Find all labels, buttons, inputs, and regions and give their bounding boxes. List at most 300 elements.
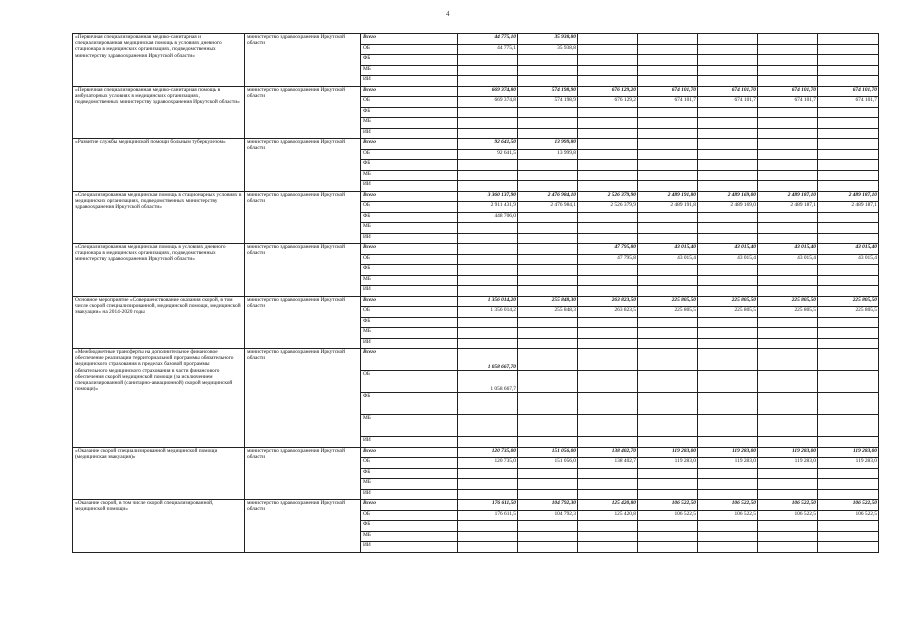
funding-source-cell: ОБ	[361, 44, 458, 55]
amount-cell	[638, 139, 698, 150]
amount-cell	[458, 531, 518, 542]
table-row-total	[73, 447, 879, 458]
amount-cell	[518, 181, 578, 192]
amount-cell: 255 848,30	[518, 296, 578, 307]
amount-cell	[758, 34, 818, 45]
amount-cell	[518, 275, 578, 286]
amount-cell	[698, 371, 758, 393]
amount-cell	[698, 338, 758, 349]
amount-cell: 138 402,70	[578, 447, 638, 458]
measure-name-cell: «Оказание скорой, в том числе скорой специализированной, медицинской помощи»	[73, 500, 245, 553]
amount-cell	[698, 139, 758, 150]
funding-source-cell: ОБ	[361, 202, 458, 213]
amount-cell: 138 402,7	[578, 458, 638, 469]
amount-cell	[578, 349, 638, 371]
amount-cell: 255 848,3	[518, 307, 578, 318]
amount-cell: 2 489 169,0	[698, 202, 758, 213]
amount-cell	[518, 468, 578, 479]
amount-cell: 106 522,5	[698, 510, 758, 521]
amount-cell: 35 938,8	[518, 44, 578, 55]
executor-cell: министерство здравоохранения Иркутской области	[245, 296, 361, 349]
amount-cell	[578, 34, 638, 45]
amount-cell	[578, 275, 638, 286]
amount-cell: 574 198,90	[518, 86, 578, 97]
amount-cell: 676 129,20	[578, 86, 638, 97]
amount-cell	[458, 107, 518, 118]
amount-cell	[758, 437, 818, 448]
amount-cell	[638, 44, 698, 55]
amount-cell	[458, 437, 518, 448]
measure-name-cell: «Межбюджетные трансферты на дополнительное финансовое обеспечение реализации территориальной программы обязательного медицинского страхования в пределах базовой программы обязательного медицинского страхования в части финансового обеспечения скорой медицинской помощи (за исключением специализированной (санитарно-авиационной) скорой медицинской помощи)»	[73, 349, 245, 448]
amount-cell	[818, 317, 879, 328]
amount-cell	[698, 265, 758, 276]
amount-cell: 1 058 667,7	[458, 371, 518, 393]
amount-cell: 47 795,80	[578, 244, 638, 255]
amount-cell: 151 056,0	[518, 458, 578, 469]
amount-cell: 106 522,5	[638, 510, 698, 521]
amount-cell: 2 489 187,1	[818, 202, 879, 213]
amount-cell	[698, 34, 758, 45]
amount-cell	[518, 65, 578, 76]
amount-cell: 119 283,0	[758, 458, 818, 469]
amount-cell	[698, 118, 758, 129]
amount-cell	[698, 393, 758, 415]
funding-source-cell: ОБ	[361, 149, 458, 160]
amount-cell	[758, 393, 818, 415]
funding-source-cell: МБ	[361, 223, 458, 234]
amount-cell: 2 476 984,1	[518, 202, 578, 213]
amount-cell	[578, 317, 638, 328]
funding-source-cell: ИИ	[361, 128, 458, 139]
amount-cell	[698, 55, 758, 66]
amount-cell	[638, 479, 698, 490]
amount-cell	[638, 317, 698, 328]
funding-source-cell: Всего	[361, 191, 458, 202]
amount-cell	[818, 328, 879, 339]
amount-cell	[578, 338, 638, 349]
amount-cell	[458, 479, 518, 490]
funding-source-cell: ФБ	[361, 160, 458, 171]
amount-cell	[518, 437, 578, 448]
amount-cell: 225 805,50	[638, 296, 698, 307]
funding-source-cell: Всего	[361, 500, 458, 511]
amount-cell	[518, 76, 578, 87]
amount-cell	[578, 55, 638, 66]
amount-cell: 1 356 014,2	[458, 307, 518, 318]
amount-cell: 119 283,0	[818, 458, 879, 469]
amount-cell	[578, 181, 638, 192]
amount-cell: 119 283,0	[698, 458, 758, 469]
amount-cell	[818, 76, 879, 87]
amount-cell	[458, 328, 518, 339]
funding-source-cell: Всего	[361, 296, 458, 307]
amount-cell	[698, 107, 758, 118]
executor-cell: министерство здравоохранения Иркутской области	[245, 500, 361, 553]
amount-cell	[698, 44, 758, 55]
amount-cell	[638, 338, 698, 349]
amount-cell	[698, 468, 758, 479]
amount-cell	[458, 275, 518, 286]
amount-cell	[638, 349, 698, 371]
funding-source-cell: ОБ	[361, 97, 458, 108]
amount-cell: 225 805,50	[818, 296, 879, 307]
amount-cell	[518, 349, 578, 371]
amount-cell: 669 374,8	[458, 97, 518, 108]
amount-cell	[578, 160, 638, 171]
amount-cell	[818, 437, 879, 448]
measure-name-cell: «Оказание скорой специализированной медицинской помощи (медицинская эвакуация)»	[73, 447, 245, 500]
funding-source-cell: Всего	[361, 34, 458, 45]
amount-cell	[638, 275, 698, 286]
amount-cell: 43 015,40	[698, 244, 758, 255]
funding-source-cell: МБ	[361, 170, 458, 181]
amount-cell	[758, 76, 818, 87]
table-row-total	[73, 349, 879, 371]
measure-name-cell: «Развитие службы медицинской помощи больным туберкулезом»	[73, 139, 245, 192]
amount-cell	[818, 349, 879, 371]
amount-cell	[578, 468, 638, 479]
amount-cell	[758, 170, 818, 181]
amount-cell: 2 911 431,9	[458, 202, 518, 213]
amount-cell	[638, 437, 698, 448]
amount-cell	[458, 244, 518, 255]
amount-cell	[518, 233, 578, 244]
amount-cell	[578, 265, 638, 276]
amount-cell: 119 283,00	[698, 447, 758, 458]
amount-cell: 92 641,50	[458, 139, 518, 150]
funding-source-cell: ФБ	[361, 521, 458, 532]
amount-cell	[458, 223, 518, 234]
amount-cell: 43 015,40	[758, 244, 818, 255]
funding-source-cell: МБ	[361, 65, 458, 76]
executor-cell: министерство здравоохранения Иркутской области	[245, 34, 361, 87]
amount-cell	[458, 160, 518, 171]
funding-source-cell: МБ	[361, 118, 458, 129]
amount-cell	[818, 468, 879, 479]
table-row-total	[73, 191, 879, 202]
amount-cell	[458, 468, 518, 479]
amount-cell	[638, 170, 698, 181]
measure-name-cell: «Специализированная медицинская помощь в стационарных условиях в медицинских организациях, подведомственных министерству здравоохранения Иркутской области»	[73, 191, 245, 244]
amount-cell	[638, 468, 698, 479]
amount-cell	[638, 149, 698, 160]
amount-cell	[698, 317, 758, 328]
amount-cell: 225 805,5	[698, 307, 758, 318]
amount-cell	[818, 44, 879, 55]
executor-cell: министерство здравоохранения Иркутской области	[245, 349, 361, 448]
amount-cell: 176 611,50	[458, 500, 518, 511]
funding-source-cell: ИИ	[361, 542, 458, 553]
amount-cell	[638, 371, 698, 393]
amount-cell	[758, 338, 818, 349]
amount-cell	[638, 531, 698, 542]
amount-cell	[578, 65, 638, 76]
amount-cell	[638, 128, 698, 139]
amount-cell	[758, 479, 818, 490]
amount-cell	[518, 107, 578, 118]
amount-cell	[758, 149, 818, 160]
amount-cell	[758, 233, 818, 244]
amount-cell: 2 489 187,10	[758, 191, 818, 202]
amount-cell: 674 101,70	[698, 86, 758, 97]
amount-cell	[578, 212, 638, 223]
funding-source-cell: ИИ	[361, 233, 458, 244]
amount-cell	[578, 149, 638, 160]
amount-cell	[578, 489, 638, 500]
amount-cell: 3 360 137,90	[458, 191, 518, 202]
amount-cell	[698, 181, 758, 192]
amount-cell	[818, 275, 879, 286]
executor-cell: министерство здравоохранения Иркутской области	[245, 191, 361, 244]
amount-cell: 674 101,70	[638, 86, 698, 97]
amount-cell	[818, 286, 879, 297]
amount-cell	[458, 393, 518, 415]
amount-cell	[518, 254, 578, 265]
amount-cell: 674 101,7	[698, 97, 758, 108]
amount-cell	[638, 521, 698, 532]
amount-cell: 125 420,8	[578, 510, 638, 521]
amount-cell	[758, 65, 818, 76]
amount-cell	[818, 65, 879, 76]
amount-cell	[518, 479, 578, 490]
amount-cell: 43 015,4	[818, 254, 879, 265]
amount-cell: 225 805,5	[638, 307, 698, 318]
amount-cell: 1 058 667,70	[458, 349, 518, 371]
amount-cell: 106 522,5	[818, 510, 879, 521]
amount-cell	[518, 118, 578, 129]
budget-table	[72, 33, 879, 553]
amount-cell	[758, 181, 818, 192]
amount-cell	[638, 181, 698, 192]
amount-cell	[698, 223, 758, 234]
amount-cell: 104 792,3	[518, 510, 578, 521]
funding-source-cell: ОБ	[361, 371, 458, 393]
amount-cell	[458, 181, 518, 192]
amount-cell	[758, 349, 818, 371]
executor-cell: министерство здравоохранения Иркутской области	[245, 86, 361, 139]
amount-cell	[578, 393, 638, 415]
amount-cell	[758, 128, 818, 139]
amount-cell	[518, 265, 578, 276]
amount-cell	[518, 542, 578, 553]
funding-source-cell: ФБ	[361, 317, 458, 328]
amount-cell	[638, 118, 698, 129]
amount-cell	[638, 160, 698, 171]
amount-cell: 120 735,0	[458, 458, 518, 469]
amount-cell	[518, 160, 578, 171]
amount-cell	[758, 44, 818, 55]
amount-cell	[458, 128, 518, 139]
amount-cell: 263 823,50	[578, 296, 638, 307]
amount-cell	[578, 44, 638, 55]
amount-cell	[758, 531, 818, 542]
amount-cell: 2 526 379,9	[578, 202, 638, 213]
amount-cell	[638, 76, 698, 87]
amount-cell	[698, 542, 758, 553]
amount-cell	[518, 212, 578, 223]
amount-cell	[578, 233, 638, 244]
amount-cell	[818, 34, 879, 45]
amount-cell	[698, 275, 758, 286]
amount-cell	[698, 233, 758, 244]
amount-cell: 44 775,10	[458, 34, 518, 45]
amount-cell	[758, 468, 818, 479]
amount-cell	[458, 55, 518, 66]
executor-cell: министерство здравоохранения Иркутской области	[245, 139, 361, 192]
amount-cell	[698, 489, 758, 500]
funding-source-cell: ФБ	[361, 55, 458, 66]
amount-cell	[518, 531, 578, 542]
amount-cell: 2 489 187,1	[758, 202, 818, 213]
amount-cell	[518, 55, 578, 66]
amount-cell	[518, 128, 578, 139]
amount-cell: 43 015,4	[638, 254, 698, 265]
funding-source-cell: ФБ	[361, 212, 458, 223]
amount-cell	[758, 118, 818, 129]
amount-cell: 674 101,70	[758, 86, 818, 97]
amount-cell	[458, 254, 518, 265]
amount-cell	[698, 128, 758, 139]
amount-cell	[518, 521, 578, 532]
amount-cell	[578, 139, 638, 150]
funding-source-cell: ИИ	[361, 286, 458, 297]
executor-cell: министерство здравоохранения Иркутской области	[245, 244, 361, 297]
funding-source-cell: ИИ	[361, 489, 458, 500]
amount-cell	[458, 415, 518, 437]
amount-cell: 225 805,5	[818, 307, 879, 318]
table-row-total	[73, 86, 879, 97]
table-row-total	[73, 244, 879, 255]
amount-cell	[458, 118, 518, 129]
amount-cell	[698, 76, 758, 87]
amount-cell: 47 795,8	[578, 254, 638, 265]
funding-source-cell: ФБ	[361, 265, 458, 276]
amount-cell: 106 522,50	[818, 500, 879, 511]
amount-cell	[698, 286, 758, 297]
amount-cell	[578, 371, 638, 393]
funding-source-cell: МБ	[361, 275, 458, 286]
funding-source-cell: Всего	[361, 244, 458, 255]
amount-cell	[818, 542, 879, 553]
funding-source-cell: ФБ	[361, 393, 458, 415]
measure-name-cell: «Специализированная медицинская помощь в условиях дневного стационара в медицинских организациях, подведомственных министерству здравоохранения Иркутской области»	[73, 244, 245, 297]
amount-cell	[758, 489, 818, 500]
amount-cell	[758, 317, 818, 328]
table-row-total	[73, 500, 879, 511]
amount-cell	[818, 479, 879, 490]
funding-source-cell: МБ	[361, 328, 458, 339]
amount-cell	[698, 149, 758, 160]
amount-cell	[518, 223, 578, 234]
measure-name-cell: «Первичная специализированная медико-санитарная помощь в амбулаторных условиях в медицинских организациях, подведомственных министерству здравоохранения Иркутской области»	[73, 86, 245, 139]
table-row-total	[73, 34, 879, 45]
amount-cell	[818, 160, 879, 171]
amount-cell	[518, 244, 578, 255]
amount-cell	[638, 55, 698, 66]
funding-source-cell: ИИ	[361, 338, 458, 349]
amount-cell: 176 611,5	[458, 510, 518, 521]
amount-cell	[818, 212, 879, 223]
amount-cell: 43 015,4	[698, 254, 758, 265]
table-row-total	[73, 139, 879, 150]
amount-cell	[518, 489, 578, 500]
amount-cell	[758, 371, 818, 393]
amount-cell: 44 775,1	[458, 44, 518, 55]
amount-cell	[818, 118, 879, 129]
funding-source-cell: МБ	[361, 415, 458, 437]
amount-cell	[458, 338, 518, 349]
amount-cell	[458, 521, 518, 532]
amount-cell	[518, 170, 578, 181]
amount-cell: 225 805,50	[698, 296, 758, 307]
amount-cell	[518, 371, 578, 393]
funding-source-cell: Всего	[361, 349, 458, 371]
amount-cell	[818, 531, 879, 542]
amount-cell	[818, 128, 879, 139]
amount-cell	[638, 265, 698, 276]
amount-cell	[578, 521, 638, 532]
amount-cell: 2 489 191,80	[638, 191, 698, 202]
amount-cell	[458, 286, 518, 297]
amount-cell: 104 792,30	[518, 500, 578, 511]
amount-cell: 151 056,00	[518, 447, 578, 458]
amount-cell	[818, 223, 879, 234]
amount-cell	[758, 415, 818, 437]
executor-cell: министерство здравоохранения Иркутской области	[245, 447, 361, 500]
amount-cell	[578, 107, 638, 118]
amount-cell	[698, 415, 758, 437]
amount-cell	[698, 349, 758, 371]
amount-cell	[758, 265, 818, 276]
amount-cell	[818, 139, 879, 150]
amount-cell	[758, 223, 818, 234]
amount-cell	[638, 286, 698, 297]
budget-table-body	[73, 34, 879, 553]
amount-cell: 106 522,5	[758, 510, 818, 521]
amount-cell	[638, 34, 698, 45]
amount-cell	[578, 286, 638, 297]
funding-source-cell: ИИ	[361, 181, 458, 192]
amount-cell	[578, 531, 638, 542]
amount-cell	[698, 531, 758, 542]
amount-cell: 674 101,70	[818, 86, 879, 97]
amount-cell	[698, 212, 758, 223]
amount-cell	[758, 286, 818, 297]
amount-cell: 43 015,40	[818, 244, 879, 255]
amount-cell	[638, 223, 698, 234]
funding-source-cell: ИИ	[361, 437, 458, 448]
amount-cell	[638, 542, 698, 553]
amount-cell	[578, 542, 638, 553]
funding-source-cell: Всего	[361, 86, 458, 97]
funding-source-cell: ИИ	[361, 76, 458, 87]
amount-cell	[518, 338, 578, 349]
funding-source-cell: ОБ	[361, 254, 458, 265]
amount-cell	[578, 328, 638, 339]
amount-cell	[578, 223, 638, 234]
amount-cell: 119 283,00	[638, 447, 698, 458]
amount-cell: 35 938,80	[518, 34, 578, 45]
amount-cell: 2 489 187,10	[818, 191, 879, 202]
amount-cell	[698, 170, 758, 181]
amount-cell: 669 374,80	[458, 86, 518, 97]
amount-cell	[818, 233, 879, 244]
amount-cell: 120 735,00	[458, 447, 518, 458]
amount-cell	[638, 212, 698, 223]
measure-name-cell: Основное мероприятие «Совершенствование оказания скорой, в том числе скорой специализированной, медицинской помощи, медицинской эвакуации» на 2014-2020 годы	[73, 296, 245, 349]
amount-cell	[518, 317, 578, 328]
amount-cell: 674 101,7	[638, 97, 698, 108]
